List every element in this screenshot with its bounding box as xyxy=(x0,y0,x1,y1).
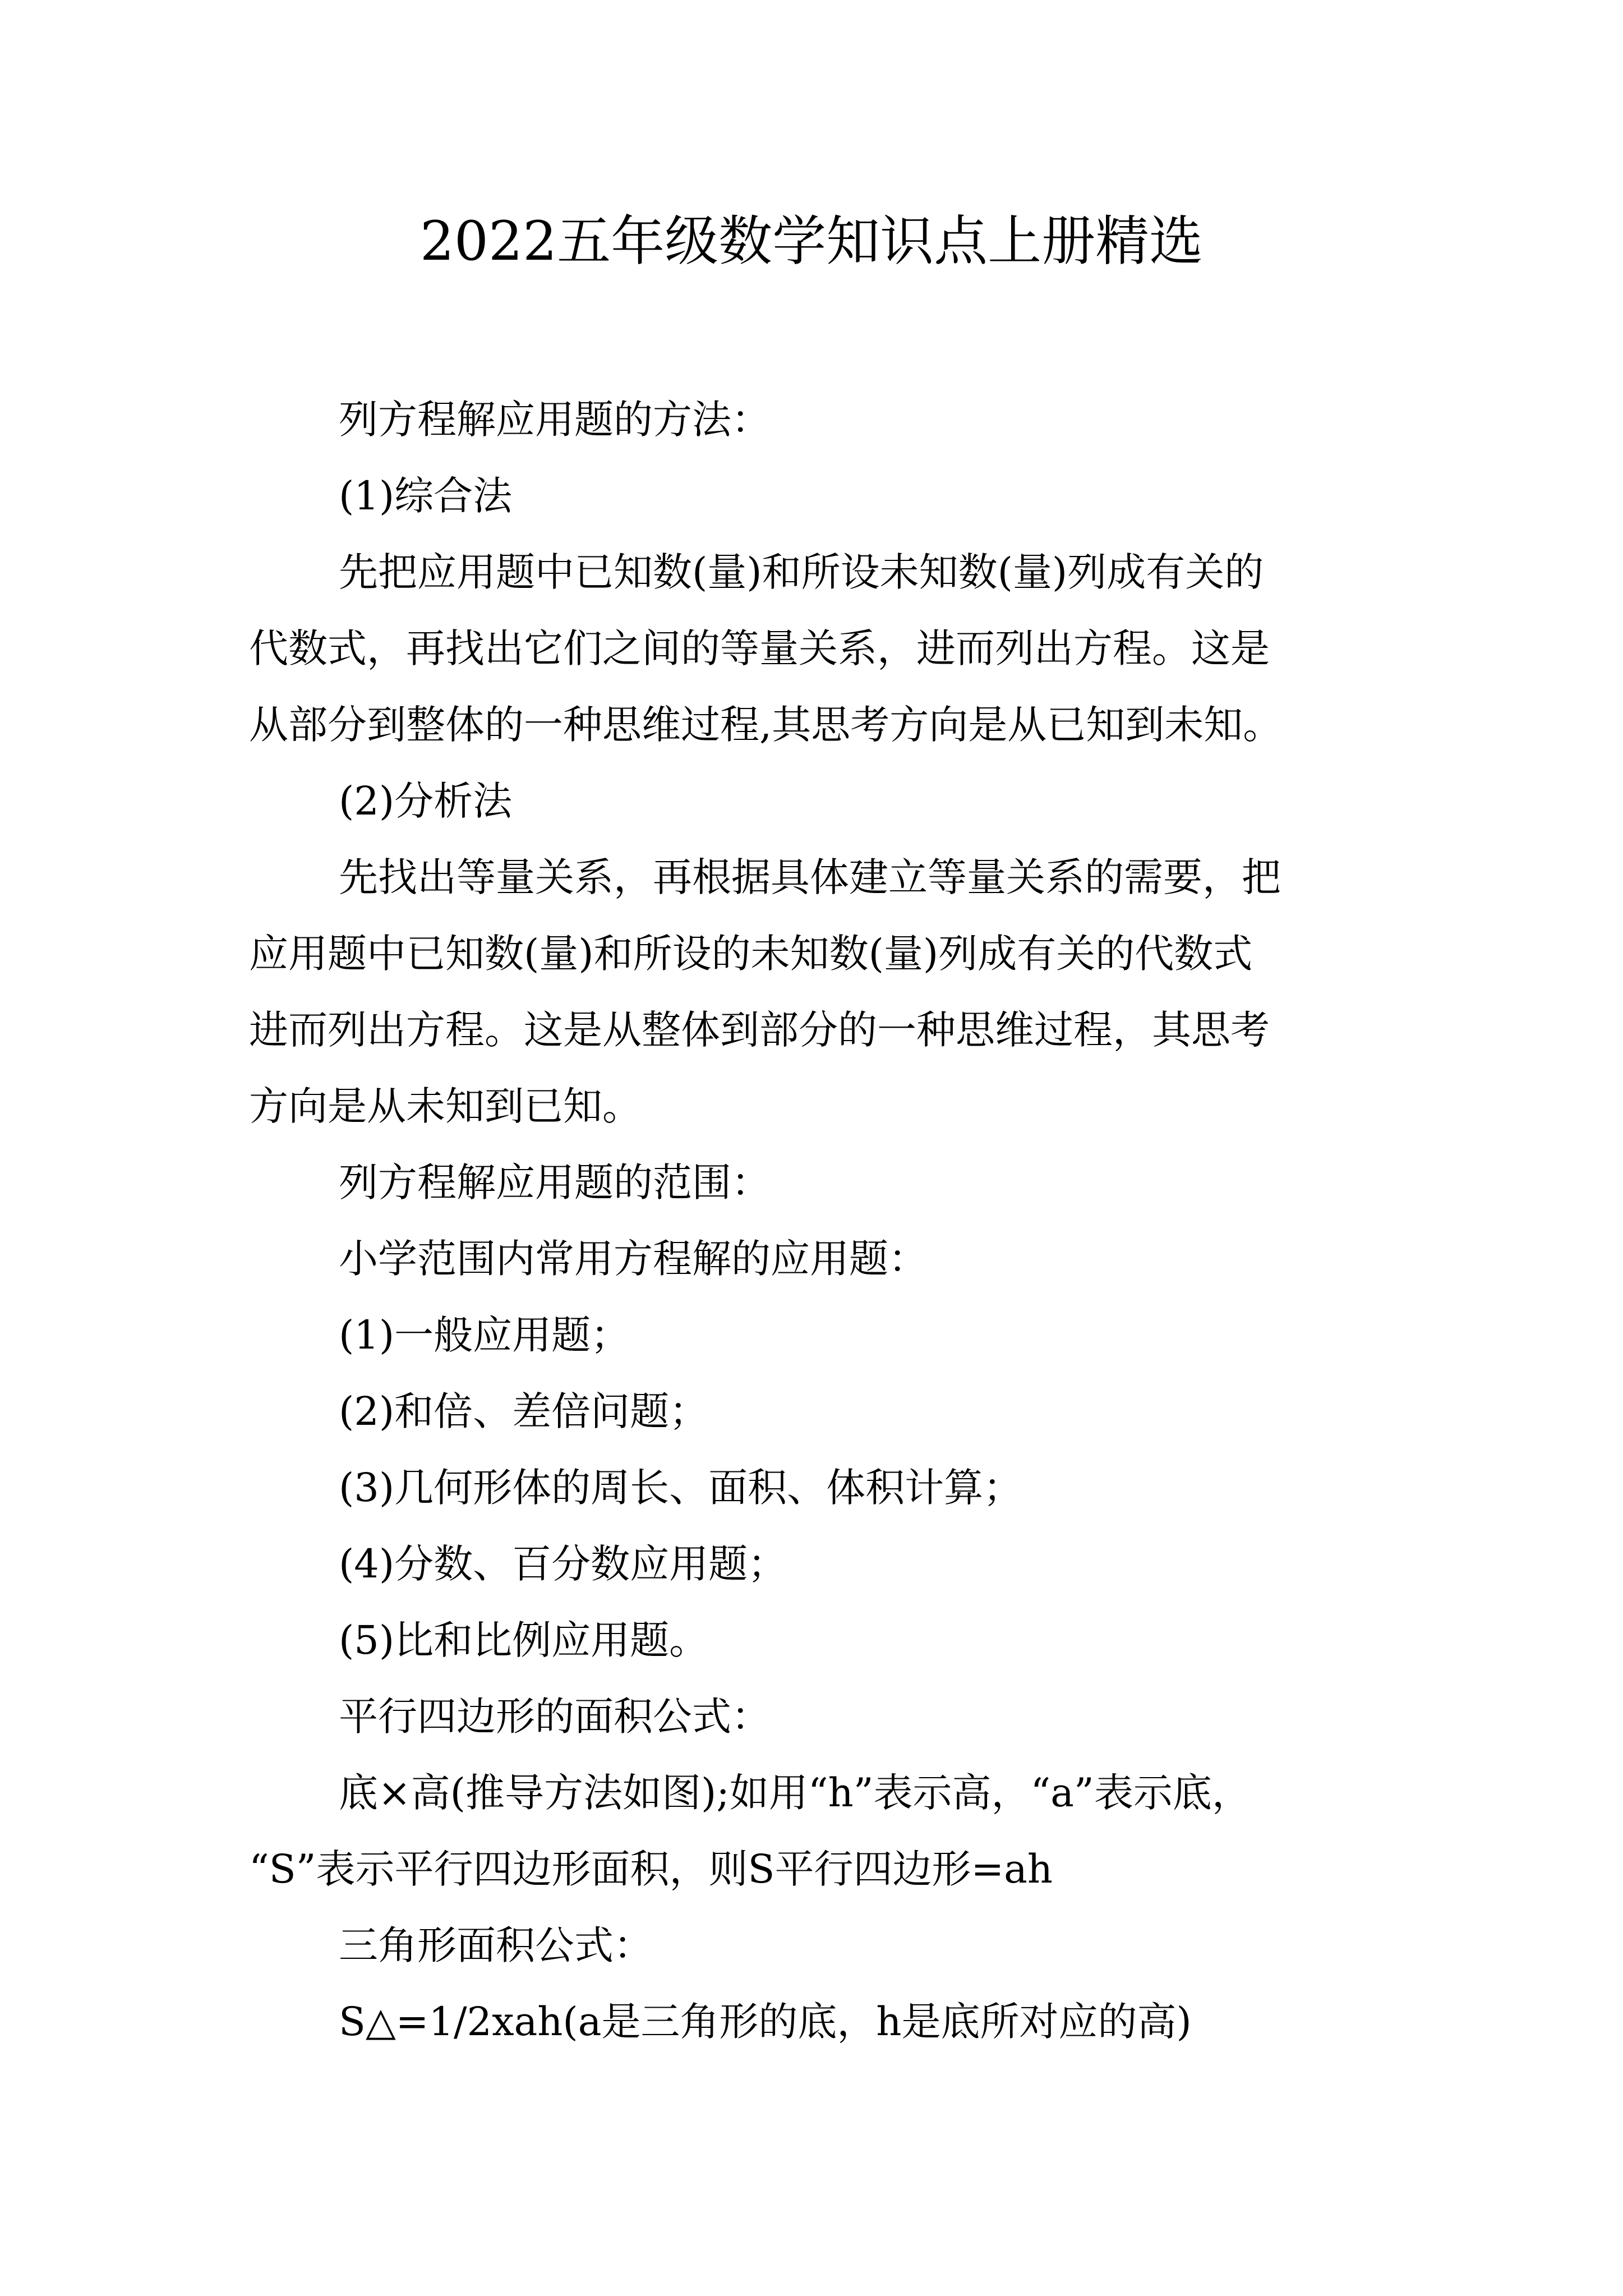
paragraph-line: 小学范围内常用方程解的应用题： xyxy=(339,1236,928,1282)
paragraph-line: 先找出等量关系，再根据具体建立等量关系的需要，把 xyxy=(339,854,1281,900)
paragraph-line: 底×高(推导方法如图);如用“h”表示高，“a”表示底， xyxy=(339,1770,1251,1816)
document-body xyxy=(249,381,1390,2060)
paragraph-line: S△=1/2xah(a是三角形的底，h是底所对应的高) xyxy=(339,1999,1192,2045)
paragraph-line: 列方程解应用题的方法： xyxy=(339,397,771,443)
paragraph-line: 三角形面积公式： xyxy=(339,1922,653,1968)
paragraph-line: 方向是从未知到已知。 xyxy=(249,1083,642,1129)
paragraph-line: (1)一般应用题； xyxy=(339,1312,630,1358)
paragraph-line: (3)几何形体的周长、面积、体积计算； xyxy=(339,1465,1023,1511)
paragraph-line: 应用题中已知数(量)和所设的未知数(量)列成有关的代数式 xyxy=(249,931,1253,977)
paragraph-line: 代数式，再找出它们之间的等量关系，进而列出方程。这是 xyxy=(249,625,1270,671)
paragraph-line: (4)分数、百分数应用题； xyxy=(339,1541,787,1587)
paragraph-line: 从部分到整体的一种思维过程,其思考方向是从已知到未知。 xyxy=(249,702,1283,748)
paragraph-line: (2)分析法 xyxy=(339,778,513,824)
paragraph-line: “S”表示平行四边形面积，则S平行四边形=ah xyxy=(249,1846,1053,1892)
paragraph-line: (1)综合法 xyxy=(339,473,513,519)
paragraph-line: (2)和倍、差倍问题； xyxy=(339,1388,709,1434)
paragraph-line: (5)比和比例应用题。 xyxy=(339,1617,709,1663)
paragraph-line: 先把应用题中已知数(量)和所设未知数(量)列成有关的 xyxy=(339,549,1264,595)
page-title: 2022五年级数学知识点上册精选 xyxy=(419,210,1204,273)
paragraph-line: 进而列出方程。这是从整体到部分的一种思维过程，其思考 xyxy=(249,1007,1270,1053)
paragraph-line: 平行四边形的面积公式： xyxy=(339,1694,771,1740)
paragraph-line: 列方程解应用题的范围： xyxy=(339,1159,771,1205)
